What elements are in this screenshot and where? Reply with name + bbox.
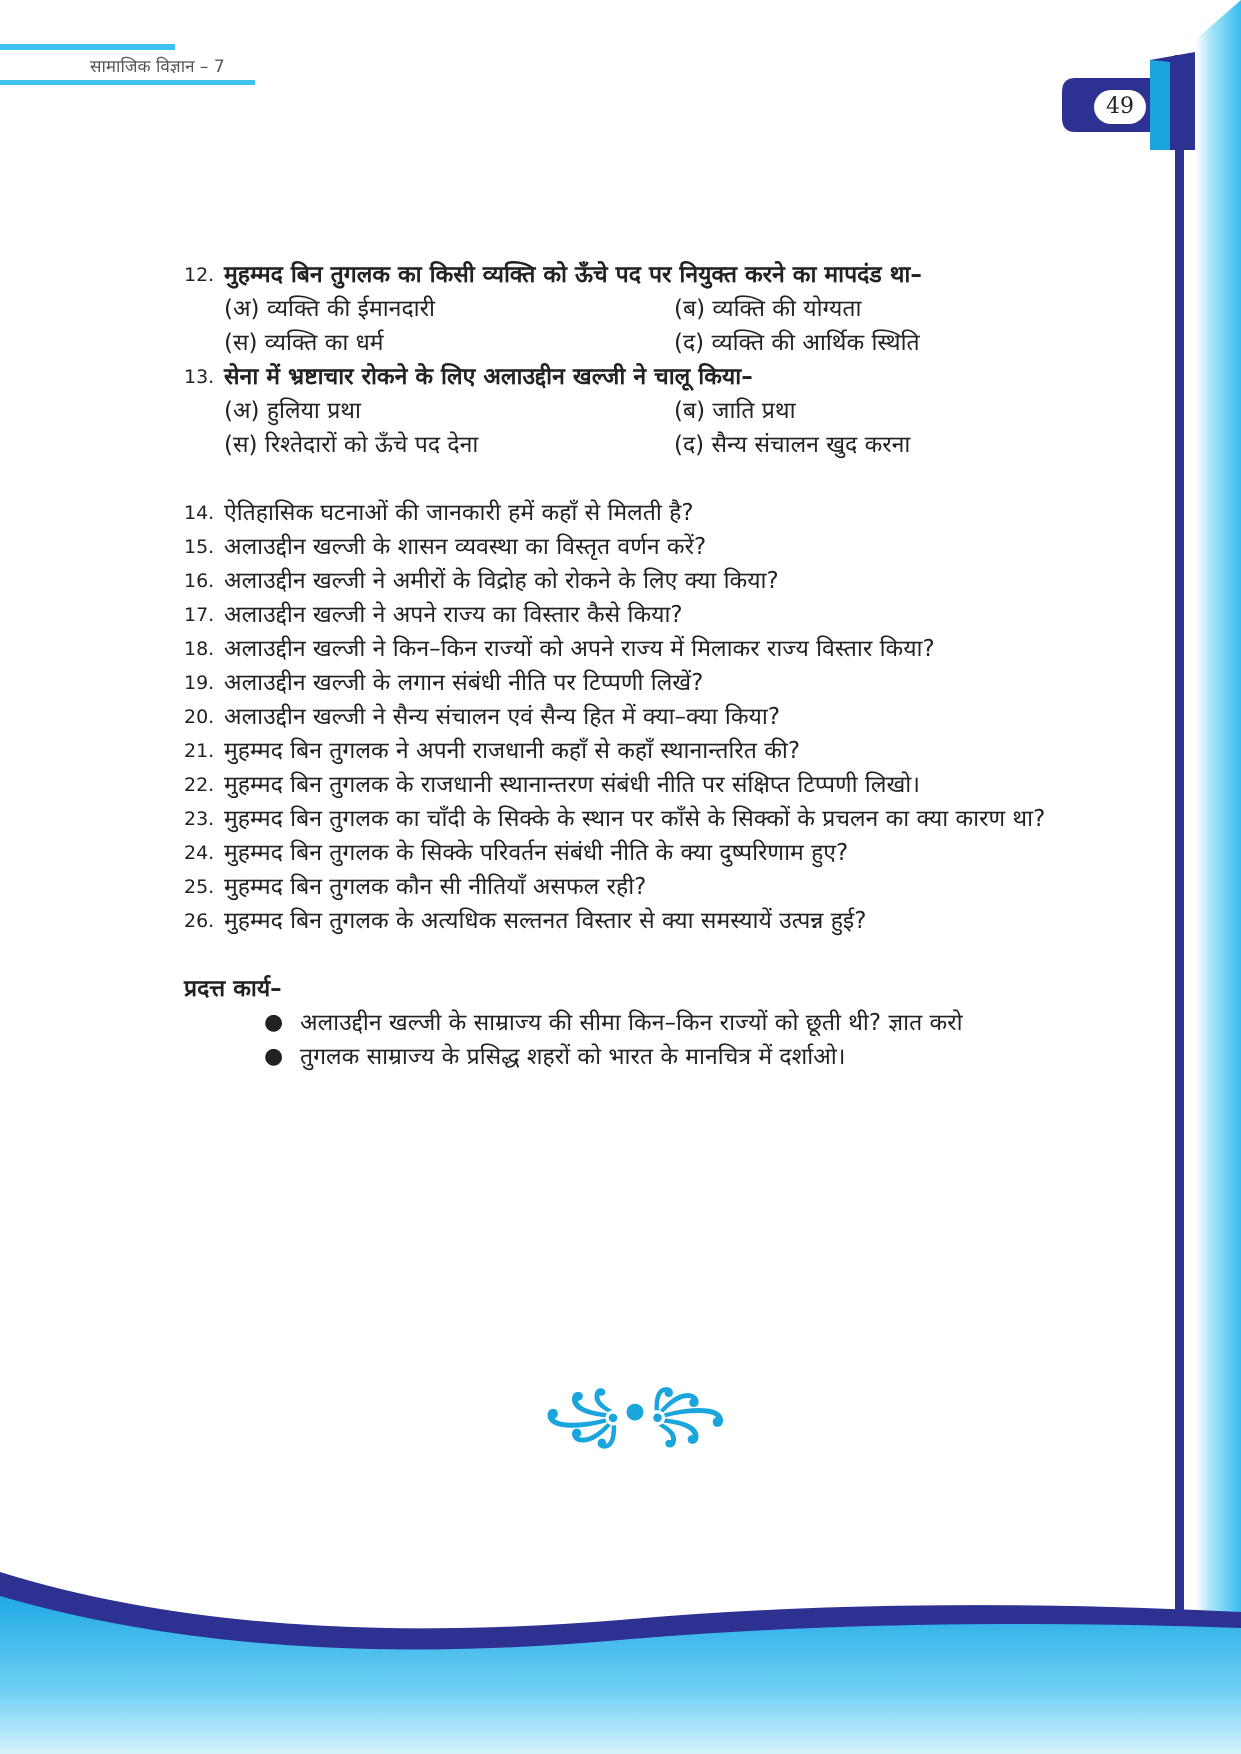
question-number: 24.: [184, 842, 215, 864]
question-number: 13.: [184, 366, 215, 388]
option: (स) व्यक्ति का धर्म: [224, 330, 384, 356]
question-item: [184, 734, 1124, 768]
option: (द) व्यक्ति की आर्थिक स्थिति: [674, 330, 920, 356]
option: (अ) हुलिया प्रथा: [224, 398, 361, 424]
question-item: [184, 802, 1124, 836]
question-item: [184, 666, 1124, 700]
assignment-item: [264, 1040, 1124, 1074]
option: (अ) व्यक्ति की ईमानदारी: [224, 296, 435, 322]
question-item: [184, 768, 1124, 802]
option: (ब) व्यक्ति की योग्यता: [674, 296, 862, 322]
option: (ब) जाति प्रथा: [674, 398, 796, 424]
question-text: मुहम्मद बिन तुगलक के सिक्के परिवर्तन संबंधी नीति के क्या दुष्परिणाम हुए?: [224, 840, 849, 866]
assignment-text: अलाउद्दीन खल्जी के साम्राज्य की सीमा किन–किन राज्यों को छूती थी? ज्ञात करो: [300, 1010, 963, 1036]
assignment-list: [184, 1006, 1124, 1074]
question-number: 20.: [184, 706, 215, 728]
assignment-text: तुगलक साम्राज्य के प्रसिद्ध शहरों को भारत के मानचित्र में दर्शाओ।: [300, 1044, 846, 1070]
page-number: 49: [1094, 90, 1146, 124]
question-text: मुहम्मद बिन तुगलक का चाँदी के सिक्के के स्थान पर काँसे के सिक्कों के प्रचलन का क्या कारण था?: [224, 806, 1046, 832]
question-item: [184, 496, 1124, 530]
question-text: सेना में भ्रष्टाचार रोकने के लिए अलाउद्दीन खल्जी ने चालू किया–: [224, 364, 753, 390]
question-number: 16.: [184, 570, 215, 592]
subject-title: सामाजिक विज्ञान – 7: [90, 57, 225, 77]
question-number: 22.: [184, 774, 215, 796]
question-number: 14.: [184, 502, 215, 524]
options-grid: [184, 292, 1124, 360]
question-number: 12.: [184, 264, 215, 286]
bullet-icon: ●: [264, 1044, 284, 1069]
question-text: अलाउद्दीन खल्जी ने किन–किन राज्यों को अपने राज्य में मिलाकर राज्य विस्तार किया?: [224, 636, 935, 662]
question-item: [184, 530, 1124, 564]
question-item: [184, 360, 1124, 394]
option: (स) रिश्तेदारों को ऊँचे पद देना: [224, 432, 479, 458]
question-text: अलाउद्दीन खल्जी ने अमीरों के विद्रोह को रोकने के लिए क्या किया?: [224, 568, 779, 594]
question-number: 18.: [184, 638, 215, 660]
question-number: 25.: [184, 876, 215, 898]
options-grid: [184, 394, 1124, 462]
question-number: 26.: [184, 910, 215, 932]
question-number: 15.: [184, 536, 215, 558]
question-item: [184, 258, 1124, 292]
question-item: [184, 904, 1124, 938]
question-number: 19.: [184, 672, 215, 694]
question-number: 23.: [184, 808, 215, 830]
question-item: [184, 564, 1124, 598]
question-text: मुहम्मद बिन तुगलक का किसी व्यक्ति को ऊँचे पद पर नियुक्त करने का मापदंड था–: [224, 262, 922, 288]
question-text: अलाउद्दीन खल्जी के शासन व्यवस्था का विस्तृत वर्णन करें?: [224, 534, 707, 560]
question-item: [184, 632, 1124, 666]
question-text: मुहम्मद बिन तुगलक ने अपनी राजधानी कहाँ से कहाँ स्थानान्तरित की?: [224, 738, 801, 764]
question-text: अलाउद्दीन खल्जी के लगान संबंधी नीति पर टिप्पणी लिखें?: [224, 670, 704, 696]
question-content: [184, 258, 1124, 1074]
question-item: [184, 870, 1124, 904]
assignment-heading: प्रदत्त कार्य–: [184, 976, 282, 1002]
question-number: 17.: [184, 604, 215, 626]
question-text: मुहम्मद बिन तुगलक के राजधानी स्थानान्तरण संबंधी नीति पर संक्षिप्त टिप्पणी लिखो।: [224, 772, 920, 798]
assignment-item: [264, 1006, 1124, 1040]
question-item: [184, 836, 1124, 870]
bullet-icon: ●: [264, 1010, 284, 1035]
section-end-ornament-icon: ꧁•꧂: [544, 1386, 726, 1442]
question-text: मुहम्मद बिन तुगलक के अत्यधिक सल्तनत विस्तार से क्या समस्यायें उत्पन्न हुई?: [224, 908, 867, 934]
question-text: ऐतिहासिक घटनाओं की जानकारी हमें कहाँ से मिलती है?: [224, 500, 694, 526]
question-number: 21.: [184, 740, 215, 762]
question-text: अलाउद्दीन खल्जी ने सैन्य संचालन एवं सैन्य हित में क्या–क्या किया?: [224, 704, 781, 730]
option: (द) सैन्य संचालन खुद करना: [674, 432, 911, 458]
question-text: मुहम्मद बिन तुगलक कौन सी नीतियाँ असफल रही?: [224, 874, 647, 900]
question-item: [184, 700, 1124, 734]
question-item: [184, 598, 1124, 632]
question-text: अलाउद्दीन खल्जी ने अपने राज्य का विस्तार कैसे किया?: [224, 602, 683, 628]
